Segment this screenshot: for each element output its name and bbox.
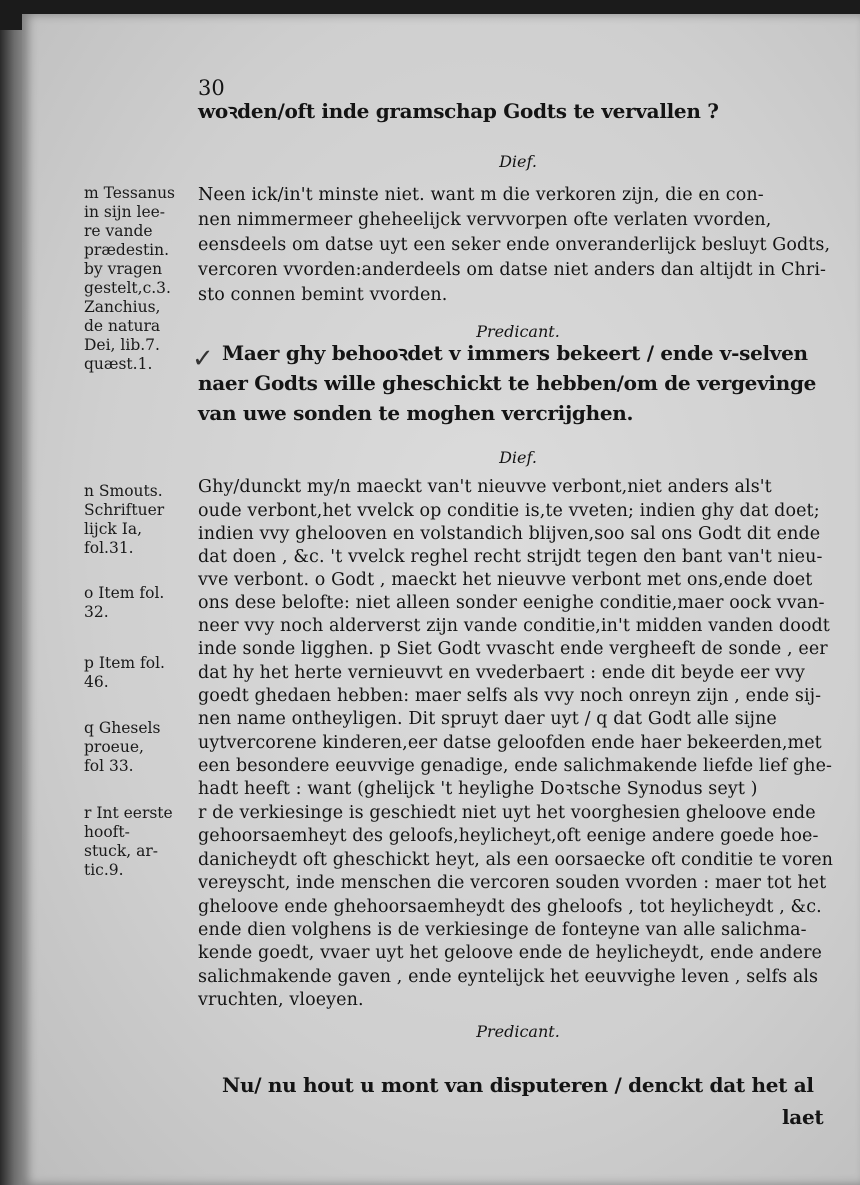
text-line: kende goedt, vvaer uyt het geloove ende de heylicheydt, ende andere xyxy=(198,943,822,963)
margin-note-line: Zanchius, xyxy=(84,298,161,316)
speaker-heading: Predicant. xyxy=(476,1022,560,1041)
text-line: inde sonde ligghen. p Siet Godt vvascht ende vergheeft de sonde , eer xyxy=(198,639,828,659)
text-line: Nu/ nu hout u mont van disputeren / denckt dat het al xyxy=(222,1073,814,1097)
text-line: woꝛden/oft inde gramschap Godts te vervallen ? xyxy=(198,99,719,123)
text-line: danicheydt oft gheschickt heyt, als een oorsaecke oft conditie te voren xyxy=(198,850,834,870)
speaker-heading: Dief. xyxy=(499,152,537,171)
page-number: 30 xyxy=(198,76,225,100)
text-line: r de verkiesinge is geschiedt niet uyt het voorghesien gheloove ende xyxy=(198,803,816,823)
margin-note-line: fol.31. xyxy=(84,539,134,557)
margin-note-line: m Tessanus xyxy=(84,184,176,202)
text-line: dat hy het herte vernieuvvt en vvederbaert : ende dit beyde eer vvy xyxy=(198,663,805,683)
margin-note-line: tic.9. xyxy=(84,861,124,879)
text-line: neer vvy noch alderverst zijn vande conditie,in't midden vanden doodt xyxy=(198,616,830,636)
text-line: vve verbont. o Godt , maeckt het nieuvve verbont met ons,ende doet xyxy=(198,570,813,590)
margin-note-line: lijck Ia, xyxy=(84,520,143,538)
margin-note-line: o Item fol. xyxy=(84,584,165,602)
margin-note-line: de natura xyxy=(84,317,161,335)
text-line: nen name ontheyligen. Dit spruyt daer uyt / q dat Godt alle sijne xyxy=(198,709,777,729)
margin-note xyxy=(84,482,204,558)
catchword: laet xyxy=(782,1105,824,1129)
margin-note xyxy=(84,584,204,622)
text-line: Ghy/dunckt my/n maeckt van't nieuvve verbont,niet anders als't xyxy=(198,477,772,497)
margin-note-line: q Ghesels xyxy=(84,719,161,737)
text-line: vercoren vvorden:anderdeels om datse niet anders dan altijdt in Chri- xyxy=(198,260,827,280)
margin-note-line: 46. xyxy=(84,673,109,691)
margin-note-line: hooft- xyxy=(84,823,130,841)
margin-note-line: Schriftuer xyxy=(84,501,165,519)
text-line: Neen ick/in't minste niet. want m die verkoren zijn, die en con- xyxy=(198,185,764,205)
margin-note xyxy=(84,804,204,880)
margin-note-line: by vragen xyxy=(84,260,163,278)
speaker-heading: Predicant. xyxy=(476,322,560,341)
margin-note-line: 32. xyxy=(84,603,109,621)
margin-note-line: prædestin. xyxy=(84,241,170,259)
margin-note-line: fol 33. xyxy=(84,757,134,775)
text-line: vereyscht, inde menschen die vercoren souden vvorden : maer tot het xyxy=(198,873,827,893)
text-line: nen nimmermeer gheheelijck vervvorpen ofte verlaten vvorden, xyxy=(198,210,772,230)
margin-note xyxy=(84,654,204,692)
text-line: salichmakende gaven , ende eyntelijck het eeuvvighe leven , selfs als xyxy=(198,967,819,987)
text-line: gehoorsaemheyt des geloofs,heylicheyt,oft eenige andere goede hoe- xyxy=(198,826,819,846)
text-line: ende dien volghens is de verkiesinge de fonteyne van alle salichma- xyxy=(198,920,807,940)
text-line: ons dese belofte: niet alleen sonder eenighe conditie,maer oock vvan- xyxy=(198,593,825,613)
margin-note-line: stuck, ar- xyxy=(84,842,158,860)
text-line: eensdeels om datse uyt een seker ende onveranderlijck besluyt Godts, xyxy=(198,235,831,255)
text-line: vruchten, vloeyen. xyxy=(198,990,364,1010)
text-line: van uwe sonden te moghen vercrijghen. xyxy=(198,401,634,425)
text-line: sto connen bemint vvorden. xyxy=(198,285,448,305)
text-line: dat doen , &c. 't vvelck reghel recht strijdt tegen den bant van't nieu- xyxy=(198,547,823,567)
check-mark: ✓ xyxy=(192,344,214,374)
speaker-heading: Dief. xyxy=(499,448,537,467)
margin-note-line: re vande xyxy=(84,222,153,240)
book-page xyxy=(22,14,860,1185)
text-line: uytvercorene kinderen,eer datse geloofden ende haer bekeerden,met xyxy=(198,733,822,753)
margin-note xyxy=(84,719,204,776)
margin-note-line: proeue, xyxy=(84,738,144,756)
margin-note-line: Dei, lib.7. xyxy=(84,336,160,354)
margin-note xyxy=(84,184,204,374)
margin-note-line: gestelt,c.3. xyxy=(84,279,171,297)
margin-note-line: r Int eerste xyxy=(84,804,173,822)
text-line: gheloove ende ghehoorsaemheydt des gheloofs , tot heylicheydt , &c. xyxy=(198,897,822,917)
text-line: goedt ghedaen hebben: maer selfs als vvy noch onreyn zijn , ende sij- xyxy=(198,686,822,706)
margin-note-line: n Smouts. xyxy=(84,482,163,500)
text-line: hadt heeft : want (ghelijck 't heylighe Doꝛtsche Synodus seyt ) xyxy=(198,779,758,799)
margin-note-line: p Item fol. xyxy=(84,654,165,672)
text-line: Maer ghy behooꝛdet v immers bekeert / ende v-selven xyxy=(222,341,808,365)
text-line: een besondere eeuvvige genadige, ende salichmakende liefde lief ghe- xyxy=(198,756,833,776)
margin-note-line: in sijn lee- xyxy=(84,203,166,221)
margin-note-line: quæst.1. xyxy=(84,355,153,373)
text-line: naer Godts wille gheschickt te hebben/om de vergevinge xyxy=(198,371,817,395)
text-line: oude verbont,het vvelck op conditie is,te vveten; indien ghy dat doet; xyxy=(198,501,820,521)
text-line: indien vvy ghelooven en volstandich blijven,soo sal ons Godt dit ende xyxy=(198,524,821,544)
